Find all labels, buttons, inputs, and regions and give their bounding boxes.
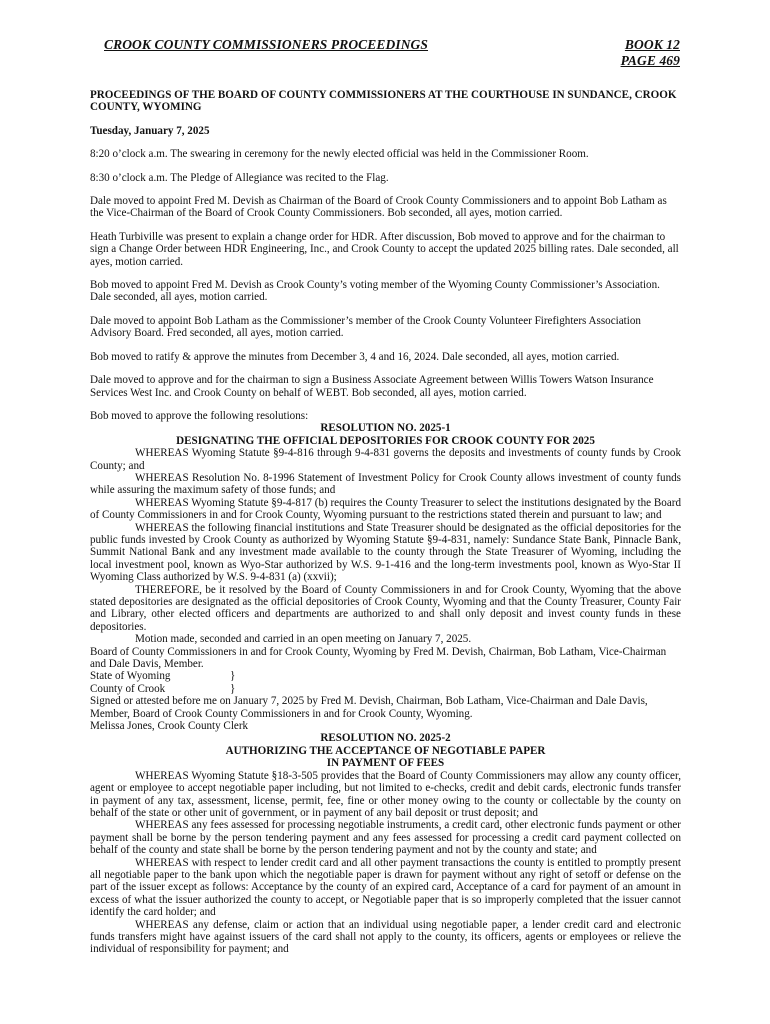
paragraph: Dale moved to approve and for the chairman to sign a Business Associate Agreement between Willis Towers Watson Insurance Services West Inc. and Crook County on behalf of WEBT. Bob seconded, all ayes, motion carried. (90, 374, 654, 399)
paragraph: Bob moved to approve the following resolutions: (90, 409, 309, 422)
paragraph: 8:20 o’clock a.m. The swearing in ceremony for the newly elected official was held in the Commissioner Room. (90, 148, 589, 161)
whereas-clause: WHEREAS with respect to lender credit card and all other payment transactions the county is entitled to promptly present all negotiable paper to the bank upon which the negotiable paper is drawn for payment without any right of setoff or defense on the part of the issuer except as follows: Acceptance by the county of an expired card, Acceptance of a card for payment of an amount in excess of what the issuer authorized the county to accept, or Negotiable paper that is so improperly completed that the issuer cannot identify the card holder; and (90, 856, 681, 919)
resolution-number: RESOLUTION NO. 2025-2 (320, 732, 451, 745)
whereas-clause: WHEREAS any defense, claim or action that an individual using negotiable paper, a lender credit card and electronic funds transfers might have against issuers of the card shall not apply to the county, its officers, agents or employees or relieve the individual of responsibility for payment; and (90, 918, 681, 956)
running-header-title: CROOK COUNTY COMMISSIONERS PROCEEDINGS (104, 37, 429, 52)
page-number: PAGE 469 (620, 53, 680, 68)
whereas-clause: WHEREAS the following financial institutions and State Treasurer should be designated as the official depositories for the public funds invested by Crook County as authorized by Wyoming Statute §9-4-831, namely: Sundance State Bank, Pinnacle Bank, Summit National Bank and any investment made available to the county through the State Treasurer of Wyoming, including the local investment pool, known as Wyo-Star authorized by W.S. 9-1-416 and the long-term investments pool, known as Wyo-Star II Wyoming Class authorized by W.S. 9-4-831 (a) (xxvii); (90, 521, 681, 584)
paragraph: 8:30 o’clock a.m. The Pledge of Allegiance was recited to the Flag. (90, 171, 389, 184)
whereas-clause: WHEREAS Resolution No. 8-1996 Statement of Investment Policy for Crook County allows investment of county funds while assuring the maximum safety of those funds; and (90, 471, 681, 497)
resolution-clause: THEREFORE, be it resolved by the Board of County Commissioners in and for Crook County, Wyoming that the above stated depositories are designated as the official depositories of Crook County, Wyoming and that the County Treasurer, County Fair and Library, other elected officers and departments are authorized to and shall only deposit and invest county funds in these depositories. (90, 583, 681, 633)
state-line (90, 670, 681, 682)
state-label: State of Wyoming (90, 670, 171, 683)
document-title: PROCEEDINGS OF THE BOARD OF COUNTY COMMISSIONERS AT THE COURTHOUSE IN SUNDANCE, CROOK COUNTY, WYOMING (90, 89, 677, 114)
paragraph: Heath Turbiville was present to explain a change order for HDR. After discussion, Bob moved to approve and for the chairman to sign a Change Order between HDR Engineering, Inc., and Crook County to accept the updated 2025 billing rates. Dale seconded, all ayes, motion carried. (90, 230, 679, 268)
motion-line: Motion made, seconded and carried in an open meeting on January 7, 2025. (135, 633, 472, 646)
whereas-clause: WHEREAS Wyoming Statute §9-4-817 (b) requires the County Treasurer to select the institutions designated by the Board of County Commissioners in and for Crook County, Wyoming pursuant to the restrictions stated therein and pursuant to law; and (90, 496, 681, 522)
paragraph: Bob moved to ratify & approve the minutes from December 3, 4 and 16, 2024. Dale seconded, all ayes, motion carried. (90, 350, 620, 363)
book-number: BOOK 12 (624, 37, 680, 52)
paragraph: Dale moved to appoint Bob Latham as the Commissioner’s member of the Crook County Volunteer Firefighters Association Advisory Board. Fred seconded, all ayes, motion carried. (90, 314, 641, 340)
whereas-clause: WHEREAS any fees assessed for processing negotiable instruments, a credit card, other electronic funds payment or other payment shall be borne by the person tendering payment and any fees assessed for processing a credit card payment collected on behalf of the county and state shall be borne by the person tendering payment and not by the county and state; and (90, 819, 681, 857)
resolution-heading: DESIGNATING THE OFFICIAL DEPOSITORIES FOR CROOK COUNTY FOR 2025 (176, 434, 595, 447)
meeting-date: Tuesday, January 7, 2025 (90, 124, 210, 137)
county-line (90, 683, 681, 695)
resolution-number: RESOLUTION NO. 2025-1 (320, 422, 451, 435)
whereas-clause: WHEREAS Wyoming Statute §9-4-816 through 9-4-831 governs the deposits and investments of county funds by Crook County; and (90, 447, 681, 472)
county-label: County of Crook (90, 682, 166, 695)
running-header-book-page (621, 37, 680, 69)
board-line: Board of County Commissioners in and for Crook County, Wyoming by Fred M. Devish, Chairman, Bob Latham, Vice-Chairman and Dale Davis, Member. (90, 645, 667, 671)
resolution-subheading: IN PAYMENT OF FEES (326, 757, 445, 770)
clerk-line: Melissa Jones, Crook County Clerk (90, 720, 249, 733)
attestation: Signed or attested before me on January 7, 2025 by Fred M. Devish, Chairman, Bob Latham, Vice-Chairman and Dale Davis, Member, Board of Crook County Commissioners in and for Crook County, Wyoming. (90, 695, 648, 720)
brace-mark: } (230, 682, 236, 695)
document-body (90, 89, 681, 956)
whereas-clause: WHEREAS Wyoming Statute §18-3-505 provides that the Board of County Commissioners may allow any county officer, agent or employee to accept negotiable paper including, but not limited to e-checks, credit and debit cards, electronic funds transfer in payment of any tax, assessment, license, permit, fee, fine or other money owing to the county or collectable by the county on behalf of the state or other unit of government, or in payment of any bail deposit or trust deposit; and (90, 769, 681, 819)
paragraph: Dale moved to appoint Fred M. Devish as Chairman of the Board of Crook County Commissioners and to appoint Bob Latham as the Vice-Chairman of the Board of Crook County Commissioners. Bob seconded, all ayes, motion carried. (90, 195, 667, 220)
paragraph: Bob moved to appoint Fred M. Devish as Crook County’s voting member of the Wyoming County Commissioner’s Association. Dale seconded, all ayes, motion carried. (90, 279, 660, 304)
resolution-heading: AUTHORIZING THE ACCEPTANCE OF NEGOTIABLE PAPER (225, 744, 546, 757)
brace-mark: } (230, 670, 236, 683)
